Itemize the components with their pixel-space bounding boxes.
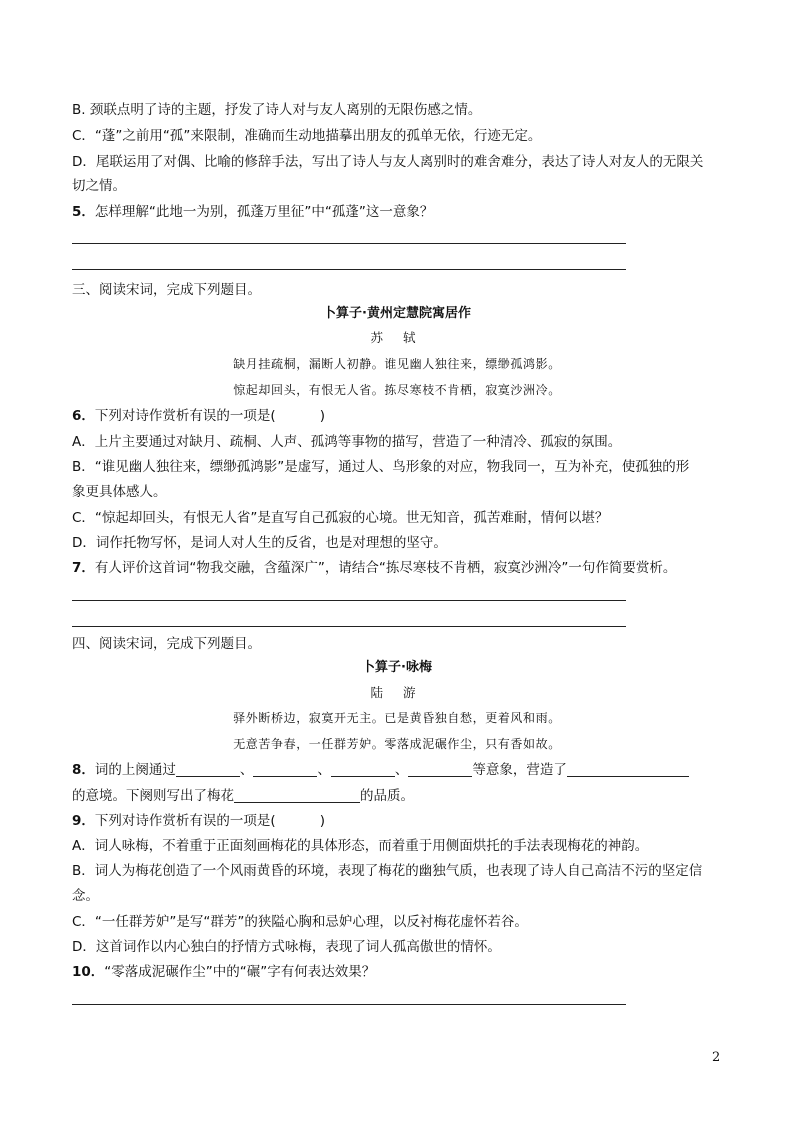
poem-line: 缺月挂疏桐，漏断人初静。谁见幽人独往来，缥缈孤鸿影。 [233,357,561,371]
question-text: 怎样理解“此地一为别，孤蓬万里征”中“孤蓬”这一意象？ [94,204,434,220]
q4-option-d-line1: D．尾联运用了对偶、比喻的修辞手法，写出了诗人与友人离别时的难舍难分，表达了诗人对友人的无限关 [72,154,704,170]
question-8-line1 [72,760,732,780]
q9-option-d: D．这首词作以内心独白的抒情方式咏梅，表现了词人孤高傲世的情怀。 [72,939,501,955]
poem-author: 陆 游 [370,685,424,700]
poem-line: 驿外断桥边，寂寞开无主。已是黄昏独自愁，更着风和雨。 [233,711,561,725]
question-text: 词的上阕通过 [94,762,176,778]
question-7 [72,558,732,578]
question-5 [72,202,732,222]
poem-author: 苏 轼 [370,330,424,345]
q9-option-b-line1: B．词人为梅花创造了一个风雨黄昏的环境，表现了梅花的幽独气质，也表现了诗人自己高洁不污的坚定信 [72,863,703,879]
fill-blank[interactable] [567,761,689,777]
q4-option-b: B. 颈联点明了诗的主题，抒发了诗人对与友人离别的无限伤感之情。 [72,102,482,118]
fill-blank[interactable] [253,761,317,777]
poem-title: 卜算子·咏梅 [362,660,432,675]
question-text: 的意境。下阕则写出了梅花 [72,788,234,804]
section-3-heading: 三、阅读宋词，完成下列题目。 [72,282,261,298]
question-number: 6． [72,408,95,424]
question-text: “零落成泥碾作尘”中的“碾”字有何表达效果？ [104,964,376,980]
question-text: 下列对诗作赏析有误的一项是( [94,813,276,829]
question-9 [72,811,732,831]
q6-option-c: C．“惊起却回头，有恨无人省”是直写自己孤寂的心境。世无知音，孤苦难耐，情何以堪？ [72,510,609,526]
question-8-line2 [72,786,732,806]
question-number: 10． [72,964,105,980]
poem-line: 惊起却回头，有恨无人省。拣尽寒枝不肯栖，寂寞沙洲冷。 [233,383,561,397]
question-text: 等意象，营造了 [472,762,567,778]
question-6 [72,406,732,426]
answer-line[interactable] [72,600,626,601]
q6-option-b-line1: B．“谁见幽人独往来，缥缈孤鸿影”是虚写，通过人、鸟形象的对应，物我同一，互为补充，使孤独的形 [72,459,690,475]
question-text: 下列对诗作赏析有误的一项是( [94,408,276,424]
answer-line[interactable] [72,243,626,244]
poem-title: 卜算子·黄州定慧院寓居作 [323,306,471,321]
question-number: 8． [72,762,95,778]
fill-blank[interactable] [234,787,360,803]
answer-line[interactable] [72,1004,626,1005]
paren-close: ) [319,813,325,829]
q4-option-c: C．“蓬”之前用“孤”来限制，准确而生动地描摹出朋友的孤单无依，行迹无定。 [72,128,542,144]
separator: 、 [317,762,331,778]
separator: 、 [239,762,254,778]
question-number: 9． [72,813,95,829]
q6-option-d: D．词作托物写怀，是词人对人生的反省，也是对理想的坚守。 [72,535,447,551]
question-number: 5． [72,204,95,220]
answer-line[interactable] [72,269,626,270]
page-number: 2 [712,1050,721,1065]
q9-option-a: A．词人咏梅，不着重于正面刻画梅花的具体形态，而着重于用侧面烘托的手法表现梅花的神韵。 [72,838,649,854]
answer-line[interactable] [72,626,626,627]
q9-option-b-line2: 念。 [72,888,99,904]
poem-line: 无意苦争春，一任群芳妒。零落成泥碾作尘，只有香如故。 [233,737,561,751]
section-4-heading: 四、阅读宋词，完成下列题目。 [72,636,261,652]
paren-close: ) [319,408,325,424]
q6-option-b-line2: 象更具体感人。 [72,484,167,500]
q9-option-c: C．“一任群芳妒”是写“群芳”的狭隘心胸和忌妒心理，以反衬梅花虚怀若谷。 [72,914,528,930]
question-10 [72,962,732,982]
question-text: 有人评价这首词“物我交融，含蕴深广”，请结合“拣尽寒枝不肯栖，寂寞沙洲冷”一句作简要赏析。 [94,560,677,576]
fill-blank[interactable] [176,761,240,777]
separator: 、 [394,762,409,778]
fill-blank[interactable] [408,761,472,777]
q6-option-a: A．上片主要通过对缺月、疏桐、人声、孤鸿等事物的描写，营造了一种清冷、孤寂的氛围。 [72,434,622,450]
q4-option-d-line2: 切之情。 [72,178,126,194]
question-number: 7． [72,560,95,576]
fill-blank[interactable] [331,761,395,777]
question-text: 的品质。 [360,788,414,804]
